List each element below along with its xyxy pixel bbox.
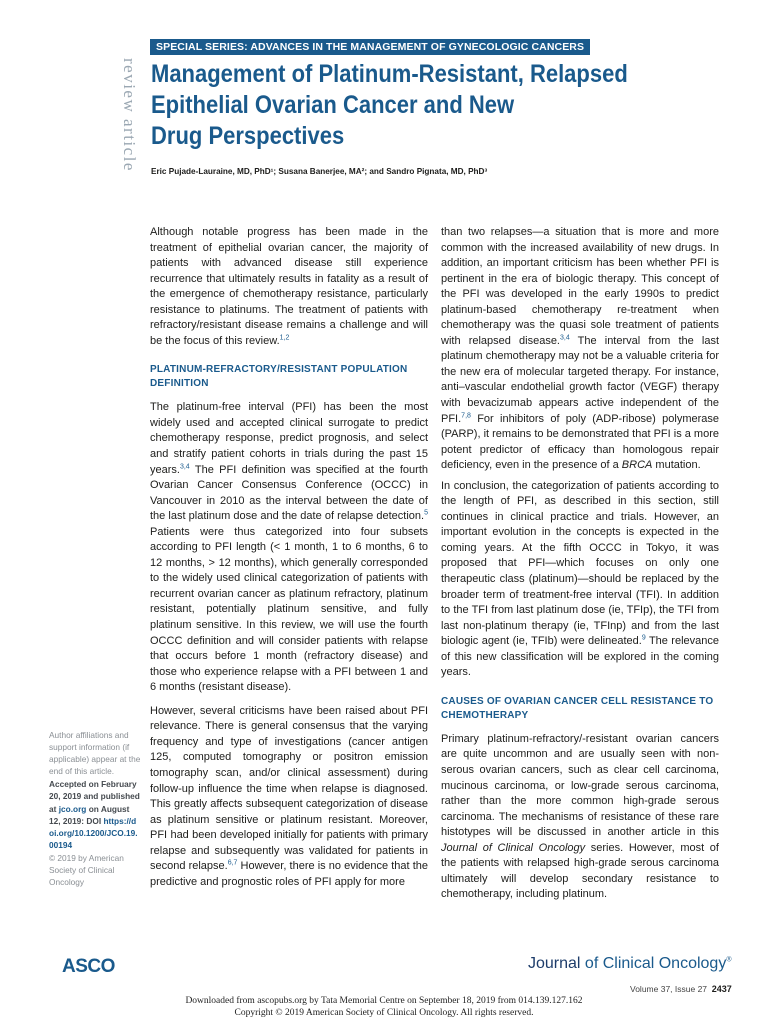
citation-link[interactable]: 1,2	[279, 334, 290, 342]
publication-info: Accepted on February 20, 2019 and published at jco.org on August 12, 2019: DOI https://doi.org/10.1200/JCO.19.00194	[49, 779, 140, 850]
title-line-2: Epithelial Ovarian Cancer and New	[151, 91, 515, 119]
section-label: review article	[120, 58, 139, 172]
relapse-paragraph: than two relapses—a situation that is more and more common with the increased availability of new drugs. In addition, an important criticism has been whether PFI is pertinent in the era of biologic therapy. This concept of the PFI was developed in the early 1990s to predict platinum-based chemotherapy re-treatment when chemotherapy was the quasi sole treatment of patients with relapsed disease.$^{3,4}$ The interval from the last platinum chemotherapy may not be a valuable criteria for the new era of molecular targeted therapy. For instance, anti–vascular endothelial growth factor (VEGF) therapy with bevacizumab appears active independent of the PFI.$^{7,8}$ For inhibitors of poly (ADP-ribose) polymerase (PARP), it remains to be demonstrated that PFI is a more potent predictor of efficacy than homologous repair deficiency, even in the presence of a BRCA mutation.	[441, 226, 720, 472]
left-column	[150, 225, 428, 898]
citation-link[interactable]: 9	[641, 634, 646, 642]
citation-link[interactable]: 7,8	[461, 411, 471, 419]
article-sidebar	[49, 729, 141, 889]
asco-logo: ASCO	[62, 956, 115, 977]
conclusion-paragraph: In conclusion, the categorization of patients according to the length of PFI, as described in this section, still continues in clinical practice and trials. However, an important evolution in the concepts is expected in the coming years. At the fifth OCCC in Tokyo, it was proposed that PFI—which focuses on only one therapeutic class (platinum)—should be replaced by the broader term of treatment-free interval (TFI). In addition to the TFI from last platinum dose (ie, TFIp), the TFI from last non-platinum therapy (ie, TFInp) and from the last biologic agent (ie, TFIb) were delineated.$^9$ The relevance of this new classification will be explored in the coming years.	[441, 479, 719, 679]
page-number: 2437	[711, 984, 732, 994]
citation-link[interactable]: 3,4	[179, 462, 190, 470]
criticism-paragraph: However, several criticisms have been raised about PFI relevance. There is general consensus that the varying frequency and type of investigations (cancer antigen 125, computed tomography or positron emission tomography scan, and/or clinical assessment) during follow-up influence the time when relapse is diagnosed. This greatly affects subsequent categorization of disease as platinum sensitive or platinum resistant. Moreover, PFI had been developed initially for patients with primary relapse and subsequently was validated for patients in second relapse.$^{6,7}$ However, there is no evidence that the predictive and prognostic roles of PFI apply for more	[150, 704, 428, 888]
download-notice: Downloaded from ascopubs.org by Tata Memorial Centre on September 18, 2019 from 014.139.127.162	[185, 996, 583, 1006]
causes-paragraph: Primary platinum-refractory/-resistant ovarian cancers are quite uncommon and are usually seen with non-serous ovarian cancers, such as clear cell carcinoma, mucinous carcinoma, or low-grade serous carcinoma, rather than the more common high-grade serous carcinoma. The mechanisms of resistance of these rare histotypes will be discussed in another article in this Journal of Clinical Oncology series. However, most of the patients with relapsed high-grade serous carcinoma ultimately will develop secondary resistance to chemotherapy, including platinum.	[441, 732, 719, 901]
section-heading-causes: CAUSES OF OVARIAN CANCER CELL RESISTANCE TO CHEMOTHERAPY	[441, 695, 714, 721]
intro-paragraph: Although notable progress has been made in the treatment of epithelial ovarian cancer, the majority of patients with advanced disease still experience recurrence that ultimately results in fatality as a result of the emergence of chemotherapy resistance, particularly resistance to platinums. The treatment of patients with refractory/resistant disease remains a challenge and will be the focus of this review.$^{1,2}$	[150, 226, 428, 347]
citation-link[interactable]: 3,4	[560, 334, 570, 342]
copyright-note: © 2019 by American Society of Clinical Oncology	[49, 852, 124, 888]
jco-site-link[interactable]: jco.org	[58, 803, 87, 814]
series-tag: SPECIAL SERIES: ADVANCES IN THE MANAGEMENT OF GYNECOLOGIC CANCERS	[150, 39, 590, 55]
article-title	[151, 59, 731, 152]
section-heading-pfi: PLATINUM-REFRACTORY/RESISTANT POPULATION DEFINITION	[150, 364, 408, 390]
pfi-paragraph: The platinum-free interval (PFI) has been the most widely used and accepted clinical surrogate to predict chemotherapy response, predict prognosis, and select and stratify patient cohorts in trials during the past 15 years.$^{3,4}$ The PFI definition was specified at the fourth Ovarian Cancer Consensus Conference (OCCC) in Vancouver in 2010 as the interval between the date of the last platinum dose and the date of relapse detection.$^5$ Patients were thus categorized into four subsets according to PFI length (< 1 month, 1 to 6 months, 6 to 12 months, > 12 months), which generally corresponded to the widely used clinical categorization of patients with recurrent ovarian cancer as platinum refractory, platinum resistant, potentially platinum sensitive, and fully platinum sensitive. In this review, we will use the fourth OCCC definition and will consider patients with relapse that occurs before 1 month (refractory disease) and those who experience relapse with a PFI between 1 and 6 months (resistant disease).	[150, 401, 428, 694]
author-list: Eric Pujade-Lauraine, MD, PhD¹; Susana Banerjee, MA²; and Sandro Pignata, MD, PhD³	[151, 167, 488, 176]
copyright-footer: Copyright © 2019 American Society of Clinical Oncology. All rights reserved.	[234, 1008, 534, 1018]
citation-link[interactable]: 6,7	[227, 859, 238, 867]
right-column	[441, 225, 719, 911]
title-line-3: Drug Perspectives	[151, 122, 345, 150]
volume-issue: Volume 37, Issue 27 2437	[630, 984, 732, 994]
title-line-1: Management of Platinum-Resistant, Relapsed	[151, 60, 628, 88]
citation-link[interactable]: 5	[424, 509, 428, 517]
journal-logo: Journal of Clinical Oncology®	[528, 955, 732, 972]
doi-link[interactable]: https://doi.org/10.1200/JCO.19.00194	[49, 815, 138, 850]
affiliations-note: Author affiliations and support information (if applicable) appear at the end of this article.	[49, 730, 141, 777]
